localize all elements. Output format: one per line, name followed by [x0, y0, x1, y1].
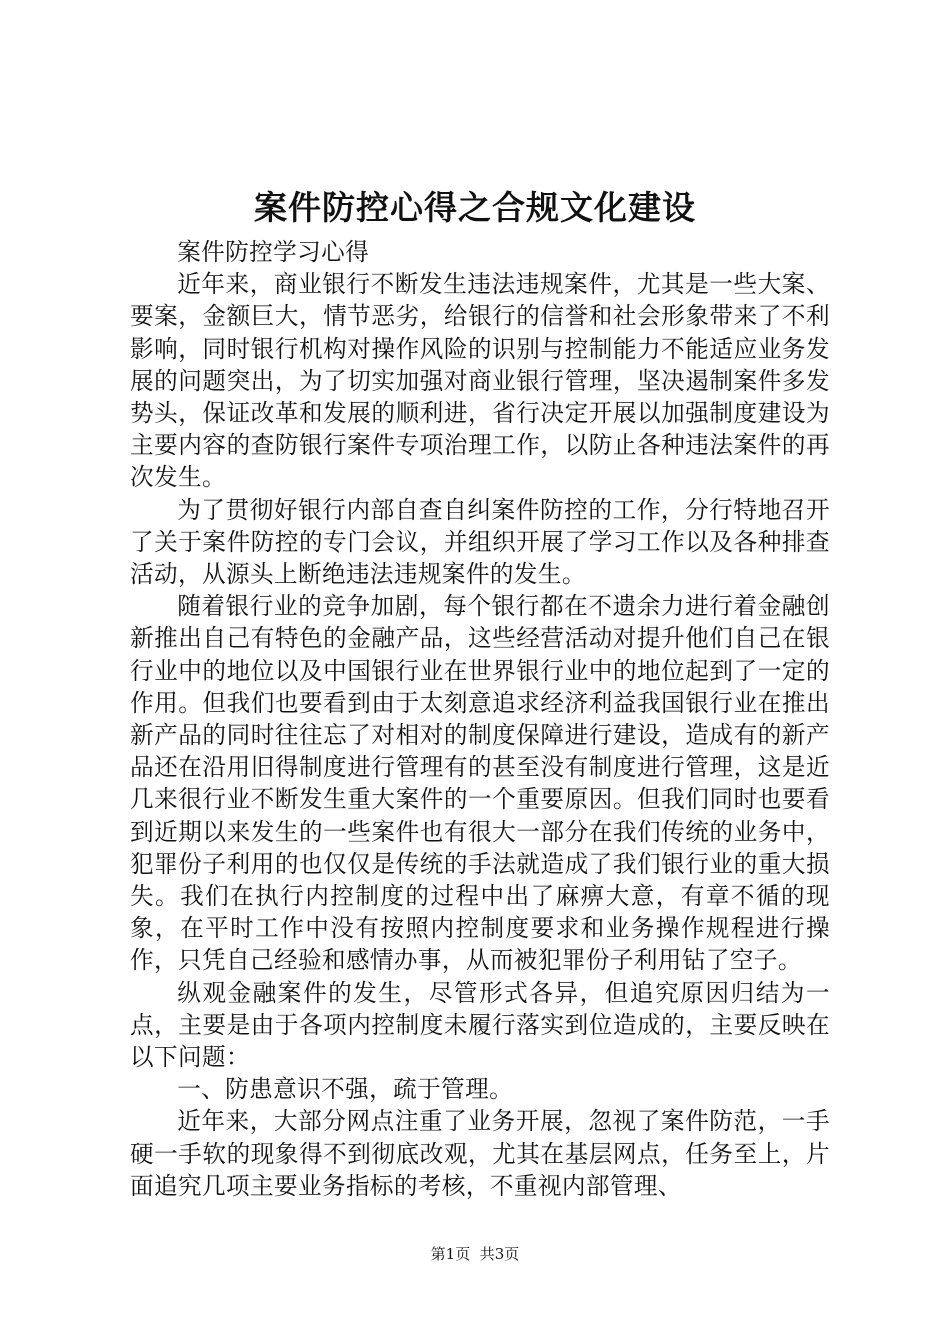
- section-heading: 一、防患意识不强，疏于管理。: [177, 1075, 514, 1104]
- page-number: 第1页: [430, 1245, 471, 1263]
- subtitle-paragraph: 案件防控学习心得: [177, 238, 370, 266]
- body-paragraph: 纵观金融案件的发生，尽管形式各异，但追究原因归结为一点，主要是由于各项内控制度未履行落实到位造成的，主要反映在以下问题：: [130, 978, 830, 1072]
- body-paragraph: 随着银行业的竞争加剧，每个银行都在不遗余力进行着金融创新推出自己有特色的金融产品，这些经营活动对提升他们自己在银行业中的地位以及中国银行业在世界银行业中的地位起到了一定的作用。但我们也要看到由于太刻意追求经济利益我国银行业在推出新产品的同时往往忘了对相对的制度保障进行建设，造成有的新产品还在沿用旧得制度进行管理有的甚至没有制度进行管理，这是近几来很行业不断发生重大案件的一个重要原因。但我们同时也要看到近期以来发生的一些案件也有很大一部分在我们传统的业务中，犯罪份子利用的也仅仅是传统的手法就造成了我们银行业的重大损失。我们在执行内控制度的过程中出了麻痹大意，有章不循的现象，在平时工作中没有按照内控制度要求和业务操作规程进行操作，只凭自己经验和感情办事，从而被犯罪份子利用钻了空子。: [130, 592, 830, 975]
- page-total: 共3页: [479, 1245, 520, 1263]
- body-paragraph: 近年来，商业银行不断发生违法违规案件，尤其是一些大案、要案，金额巨大，情节恶劣，给银行的信誉和社会形象带来了不利影响，同时银行机构对操作风险的识别与控制能力不能适应业务发展的问题突出，为了切实加强对商业银行管理，坚决遏制案件多发势头，保证改革和发展的顺利进，省行决定开展以加强制度建设为主要内容的查防银行案件专项治理工作，以防止各种违法案件的再次发生。: [130, 270, 830, 492]
- page-footer: [0, 1244, 950, 1264]
- body-paragraph: 近年来，大部分网点注重了业务开展，忽视了案件防范，一手硬一手软的现象得不到彻底改观，尤其在基层网点，任务至上，片面追究几项主要业务指标的考核，不重视内部管理、: [130, 1107, 830, 1200]
- document-title: 案件防控心得之合规文化建设: [254, 188, 696, 227]
- body-paragraph: 为了贯彻好银行内部自查自纠案件防控的工作，分行特地召开了关于案件防控的专门会议，并组织开展了学习工作以及各种排查活动，从源头上断绝违法违规案件的发生。: [130, 495, 830, 589]
- document-body: [130, 236, 830, 1202]
